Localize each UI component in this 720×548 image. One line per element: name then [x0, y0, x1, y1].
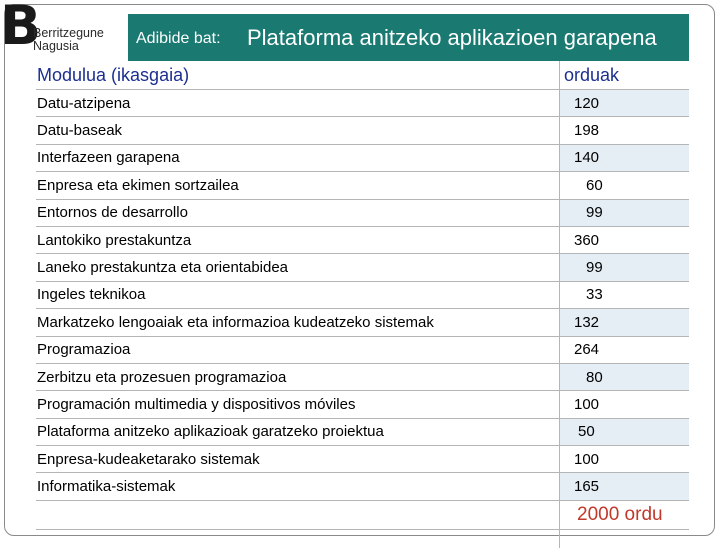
table-row [36, 226, 689, 253]
total-row [36, 500, 689, 529]
module-name: Programazioa [36, 336, 560, 363]
module-hours: 80 [560, 363, 690, 390]
table-row [36, 144, 689, 171]
total-hours: 2000 ordu [560, 500, 690, 529]
module-name: Interfazeen garapena [36, 144, 560, 171]
table-row [36, 254, 689, 281]
table-row [36, 391, 689, 418]
module-hours: 100 [560, 446, 690, 473]
module-name: Lantokiko prestakuntza [36, 226, 560, 253]
table-row [36, 309, 689, 336]
table-row [36, 281, 689, 308]
module-hours: 198 [560, 117, 690, 144]
module-name: Datu-atzipena [36, 90, 560, 117]
module-name: Plataforma anitzeko aplikazioak garatzeko proiektua [36, 418, 560, 445]
module-hours: 165 [560, 473, 690, 500]
module-name: Ingeles teknikoa [36, 281, 560, 308]
column-header-module: Modulua (ikasgaia) [36, 61, 560, 90]
page-title: Plataforma anitzeko aplikazioen garapena [247, 25, 657, 50]
module-name: Datu-baseak [36, 117, 560, 144]
module-name: Programación multimedia y dispositivos móviles [36, 391, 560, 418]
table-row [36, 117, 689, 144]
logo-mark: B [0, 0, 42, 57]
table-row [36, 199, 689, 226]
berritzegune-logo [0, 0, 120, 56]
module-hours: 264 [560, 336, 690, 363]
title-bar [128, 14, 689, 61]
table-row [36, 418, 689, 445]
module-hours: 360 [560, 226, 690, 253]
module-name: Informatika-sistemak [36, 473, 560, 500]
title-label: Adibide bat: [136, 30, 221, 47]
module-hours: 99 [560, 199, 690, 226]
module-name: Enpresa-kudeaketarako sistemak [36, 446, 560, 473]
blank-cell [36, 529, 560, 548]
table-header-row [36, 61, 689, 90]
table-row [36, 336, 689, 363]
logo-text-line2: Nagusia [33, 39, 79, 53]
module-hours: 100 [560, 391, 690, 418]
table-row [36, 446, 689, 473]
module-name: Markatzeko lengoaiak eta informazioa kudeatzeko sistemak [36, 309, 560, 336]
module-name: Entornos de desarrollo [36, 199, 560, 226]
table-row [36, 90, 689, 117]
module-hours: 60 [560, 172, 690, 199]
column-header-hours: orduak [564, 64, 620, 85]
module-hours: 140 [560, 144, 690, 171]
total-empty-cell [36, 500, 560, 529]
modules-table [36, 61, 689, 548]
blank-cell [560, 529, 690, 548]
table-row [36, 473, 689, 500]
module-name: Zerbitzu eta prozesuen programazioa [36, 363, 560, 390]
module-name: Enpresa eta ekimen sortzailea [36, 172, 560, 199]
table-row [36, 172, 689, 199]
module-name: Laneko prestakuntza eta orientabidea [36, 254, 560, 281]
blank-row [36, 529, 689, 548]
module-hours: 33 [560, 281, 690, 308]
module-hours: 120 [560, 90, 690, 117]
module-hours: 50 [560, 418, 690, 445]
module-hours: 132 [560, 309, 690, 336]
logo-text-line1: Berritzegune [33, 26, 104, 40]
module-hours: 99 [560, 254, 690, 281]
table-row [36, 363, 689, 390]
